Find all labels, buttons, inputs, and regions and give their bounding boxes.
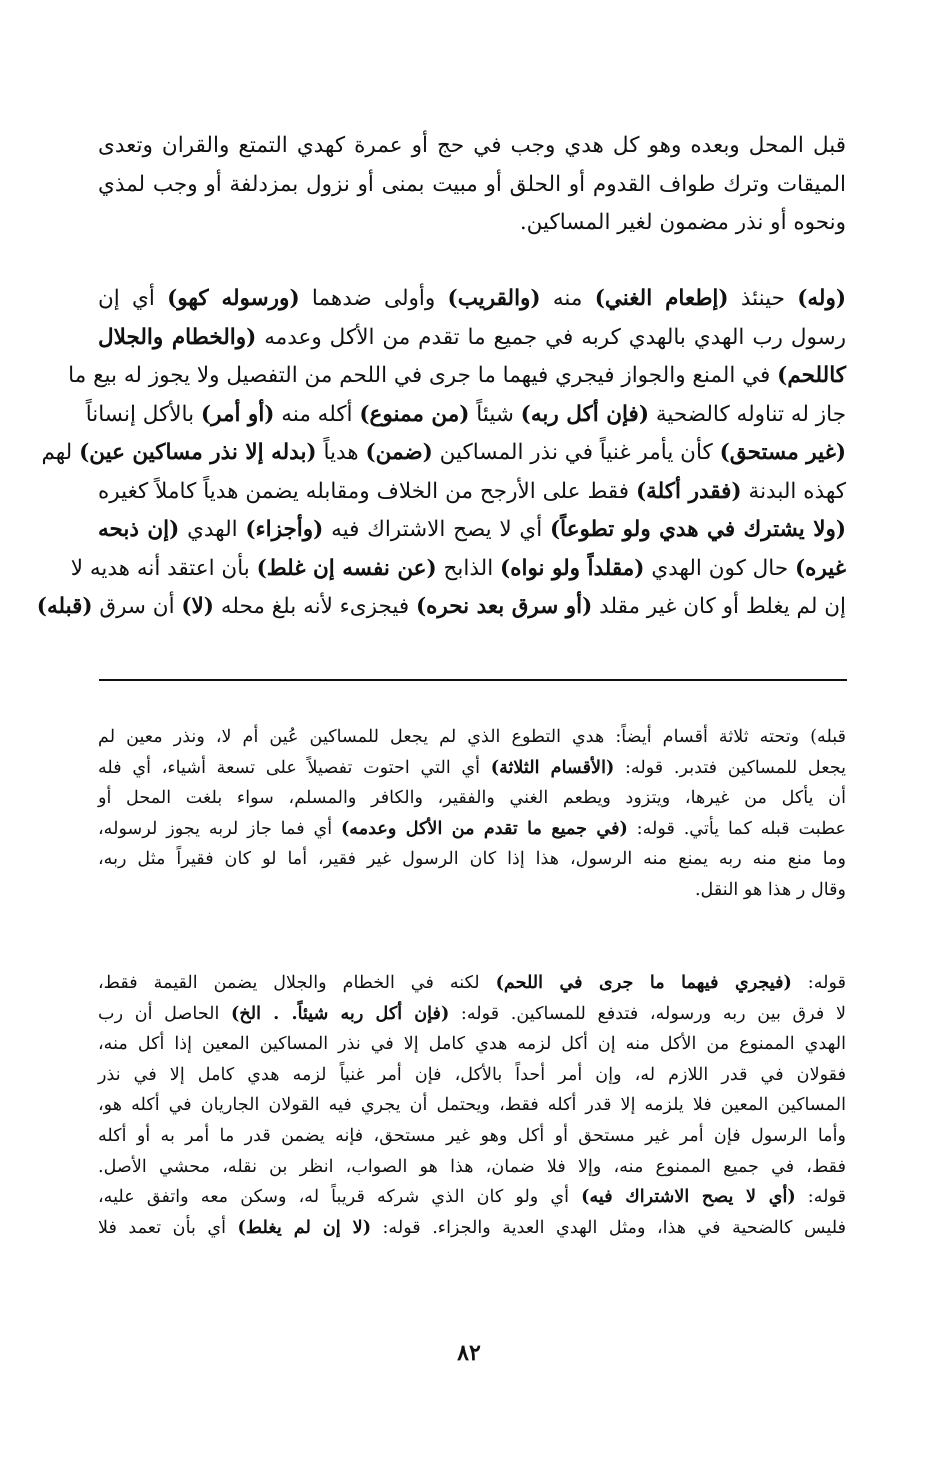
bold-text-segment: (وأجزاء): [245, 517, 324, 542]
bold-text-segment: (والقريب): [447, 286, 541, 311]
main-paragraph-1: [98, 127, 846, 243]
footnote-line: [98, 1029, 846, 1060]
main-line: [85, 396, 846, 435]
main-line: [98, 166, 846, 205]
text-segment: لا فرق بين ربه ورسوله، فتدفع للمساكين. قوله:: [449, 1003, 847, 1024]
main-line: [70, 550, 846, 589]
text-segment: قبل المحل وبعده وهو كل هدي وجب في حج أو عمرة كهدي التمتع والقران وتعدى: [98, 133, 846, 158]
main-paragraph-2: [36, 280, 847, 627]
footnote-line: [98, 1121, 846, 1152]
bold-text-segment: (عن نفسه إن غلط): [256, 555, 437, 581]
bold-text-segment: (ضمن): [365, 440, 433, 465]
text-segment: فقط، في جميع الممنوع منه، وإلا فلا ضمان، هذا هو الصواب، انظر بن نقله، محشي الأصل.: [98, 1156, 846, 1177]
text-segment: الهدي: [179, 517, 246, 542]
text-segment: بالأكل إنساناً: [85, 401, 201, 427]
text-segment: أي ولو كان الذي شركه قريباً له، وسكن معه واتفق عليه،: [98, 1187, 582, 1208]
bold-text-segment: غيره): [794, 555, 846, 581]
text-segment: بأن اعتقد أنه هديه لا: [70, 555, 257, 581]
footnote-line: [98, 753, 846, 784]
bold-text-segment: (مقلداً ولو نواه): [500, 555, 645, 581]
text-segment: أي إن: [98, 286, 168, 311]
footnote-line: [98, 844, 846, 875]
text-segment: وما منع منه ربه يمنع منه الرسول، هذا إذا كان الرسول غير فقير، أما لو كان فقيراً مثل ربه،: [98, 849, 846, 870]
main-line: [41, 434, 846, 473]
footnote-divider: [99, 679, 847, 681]
footnote-line: [98, 968, 846, 999]
bold-text-segment: (فقدر أكلة): [635, 478, 742, 504]
text-segment: أي التي احتوت تفصيلاً على تسعة أشياء، أي فله: [98, 757, 491, 778]
main-line: [98, 204, 846, 243]
text-segment: حينئذ: [728, 286, 798, 311]
text-segment: جاز له تناوله كالضحية: [649, 401, 846, 427]
main-line: [98, 511, 846, 550]
bold-text-segment: (فإن أكل ربه شيئاً. . الخ): [231, 1002, 450, 1024]
text-segment: أن سرق: [92, 594, 182, 619]
text-segment: قبله) وتحته ثلاثة أقسام أيضاً: هدي التطوع الذي لم يجعل للمساكين عُين أم لا، ونذر معين لم: [98, 727, 846, 747]
text-segment: إن لم يغلط أو كان غير مقلد: [592, 594, 846, 619]
bold-text-segment: كاللحم): [777, 363, 846, 388]
text-segment: الميقات وترك طواف القدوم أو الحلق أو مبيت بمنى أو نزول بمزدلفة أو وجب لمذي: [98, 171, 846, 197]
text-segment: الهدي الممنوع من الأكل منه إن أكل لزمه هدي كامل إلا في نذر المساكين المعين إذا أكل منه،: [98, 1034, 846, 1055]
main-line: [36, 588, 846, 627]
bold-text-segment: (لا إن لم يغلط): [237, 1216, 372, 1238]
page-number: ٨٢: [457, 1340, 481, 1366]
text-segment: في المنع والجواز فيجري فيهما ما جرى في اللحم من التفصيل ولا يجوز له بيع ما: [68, 363, 778, 388]
text-segment: وأما الرسول فإن أمر غير مستحق أو أكل وهو غير مستحق، فإنه يضمن قدر ما أمر به أو أكله: [98, 1125, 846, 1146]
text-segment: ونحوه أو نذر مضمون لغير المساكين.: [519, 210, 846, 235]
text-segment: الذابح: [436, 555, 501, 581]
text-segment: أي لا يصح الاشتراك فيه: [323, 517, 550, 542]
text-segment: رسول رب الهدي بالهدي كربه في جميع ما تقدم من الأكل وعدمه: [256, 324, 846, 350]
text-segment: المساكين المعين فلا يلزمه إلا قدر أكله فقط، ويحتمل أن يجري فيه القولان الجاريان في أكله هو،: [98, 1095, 846, 1116]
footnote-line: [98, 783, 846, 814]
main-line: [98, 319, 846, 358]
text-segment: أي بأن تعمد فلا: [98, 1217, 238, 1238]
bold-text-segment: (الأقسام الثلاثة): [490, 756, 615, 778]
bold-text-segment: (أو سرق بعد نحره): [415, 594, 593, 619]
text-segment: عطبت قبله كما يأتي. قوله:: [627, 818, 847, 839]
bold-text-segment: (فإن أكل ربه): [520, 401, 649, 427]
text-segment: كهذه البدنة: [741, 478, 846, 504]
footnote-line: [98, 1090, 846, 1121]
text-segment: منه: [540, 286, 595, 311]
main-line: [98, 127, 846, 166]
text-segment: يجعل للمساكين فتدبر. قوله:: [614, 757, 846, 778]
text-segment: قوله:: [791, 973, 846, 993]
text-segment: أن يأكل من غيرها، ويتزود ويطعم الغني والفقير، والكافر والمسلم، سواء بلغت المحل أو: [98, 788, 846, 809]
text-segment: الحاصل أن رب: [98, 1003, 232, 1024]
text-segment: لهم: [41, 440, 80, 465]
text-segment: فقط على الأرجح من الخلاف ومقابله يضمن هدياً كاملاً كغيره: [98, 478, 636, 504]
bold-text-segment: (قبله): [36, 594, 93, 619]
bold-text-segment: (إن ذبحه: [98, 517, 180, 542]
bold-text-segment: (غير مستحق): [719, 440, 846, 465]
bold-text-segment: (إطعام الغني): [594, 286, 729, 311]
text-segment: حال كون الهدي: [644, 555, 795, 581]
footnote-line: [98, 1060, 846, 1091]
bold-text-segment: (من ممنوع): [359, 401, 470, 427]
text-segment: فقولان في قدر اللازم له، وإن أمر أحداً بالأكل، فإن أمر غنياً لزمه هدي كامل إلا في نذر: [98, 1064, 846, 1085]
bold-text-segment: (والخطام والجلال: [98, 324, 257, 350]
bold-text-segment: (في جميع ما تقدم من الأكل وعدمه): [340, 817, 628, 839]
footnote-line: [98, 875, 846, 906]
footnote-paragraph-2: [98, 968, 846, 1243]
main-line: [98, 280, 846, 319]
text-segment: كأن يأمر غنياً في نذر المساكين: [432, 440, 720, 465]
footnote-line: [98, 1213, 846, 1244]
bold-text-segment: (فيجري فيهما ما جرى في اللحم): [495, 972, 792, 993]
text-segment: فليس كالضحية في هذا، ومثل الهدي العدية والجزاء. قوله:: [371, 1217, 846, 1238]
text-segment: فيجزىء لأنه بلغ محله: [213, 594, 416, 619]
text-segment: قوله:: [795, 1187, 846, 1208]
bold-text-segment: (أي لا يصح الاشتراك فيه): [581, 1186, 796, 1208]
main-line: [68, 357, 846, 396]
text-segment: هدياً: [316, 440, 366, 465]
footnote-paragraph-1: [98, 722, 846, 906]
text-segment: أي فما جاز لربه يجوز لرسوله،: [98, 818, 341, 839]
bold-text-segment: (وله): [797, 286, 846, 311]
text-segment: وقال ر هذا هو النقل.: [694, 879, 846, 900]
bold-text-segment: (أو أمر): [200, 401, 275, 427]
text-segment: شيئاً: [469, 401, 521, 427]
text-segment: وأولى ضدهما: [299, 286, 448, 311]
footnote-line: [98, 999, 846, 1030]
bold-text-segment: (ولا يشترك في هدي ولو تطوعاً): [549, 517, 847, 542]
bold-text-segment: (بدله إلا نذر مساكين عين): [79, 440, 317, 465]
bold-text-segment: (ورسوله كهو): [167, 286, 300, 311]
text-segment: أكله منه: [274, 401, 360, 427]
bold-text-segment: (لا): [181, 594, 214, 619]
footnote-line: [98, 1152, 846, 1183]
main-line: [98, 473, 846, 512]
footnote-line: [98, 722, 846, 753]
footnote-line: [98, 814, 846, 845]
text-segment: لكنه في الخطام والجلال يضمن القيمة فقط،: [98, 973, 496, 993]
footnote-line: [98, 1182, 846, 1213]
